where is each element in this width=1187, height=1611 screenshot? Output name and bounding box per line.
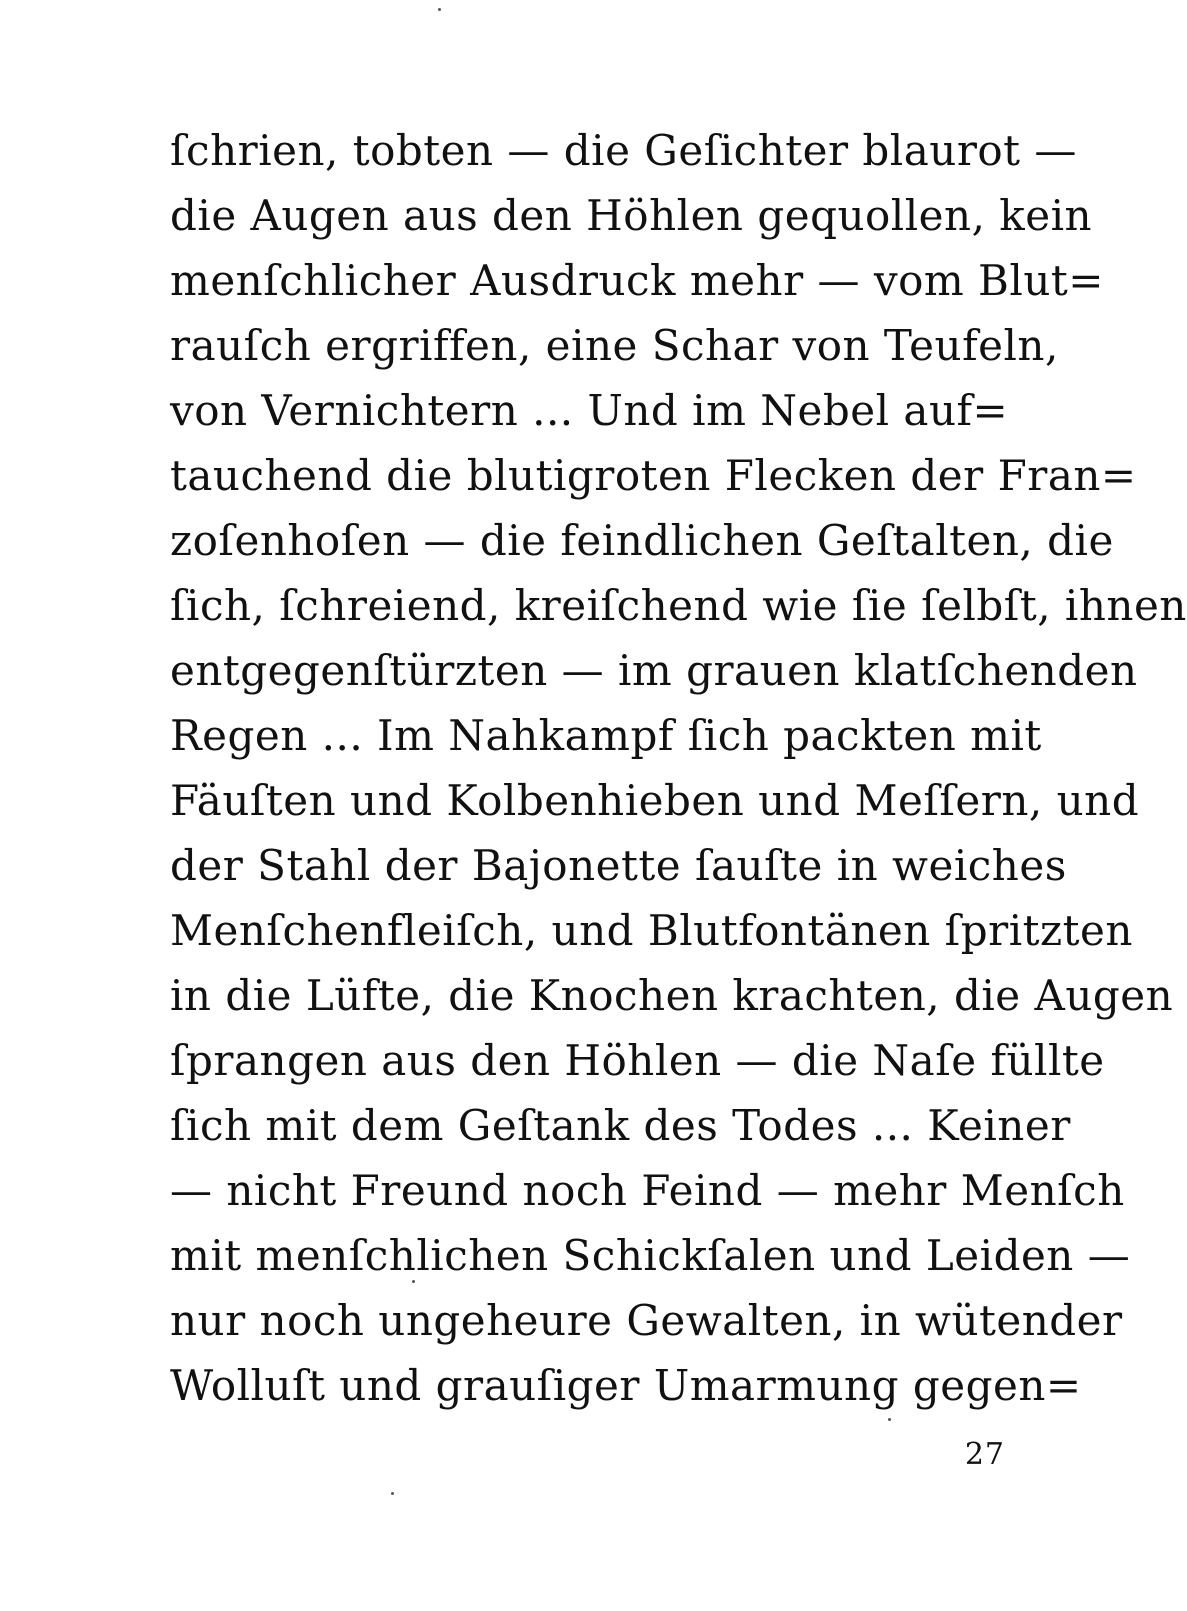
text-line: der Stahl der Bajonette ſauſte in weiches — [170, 841, 1067, 890]
scan-speck — [888, 1418, 891, 1421]
scan-speck — [412, 1280, 415, 1283]
text-line: — nicht Freund noch Feind — mehr Menſch — [170, 1166, 1125, 1215]
text-line: ſich, ſchreiend, kreiſchend wie ſie ſelbſt, ihnen — [170, 581, 1187, 630]
scan-speck — [391, 1492, 394, 1495]
text-line: in die Lüfte, die Knochen krachten, die Augen — [170, 971, 1174, 1020]
text-line: ſich mit dem Geſtank des Todes ... Keiner — [170, 1101, 1071, 1150]
text-line: zoſenhoſen — die feindlichen Geſtalten, die — [170, 516, 1114, 565]
text-line: die Augen aus den Höhlen gequollen, kein — [170, 191, 1093, 240]
text-line: mit menſchlichen Schickſalen und Leiden — — [170, 1231, 1131, 1280]
text-line: ſprangen aus den Höhlen — die Naſe füllte — [170, 1036, 1105, 1085]
text-line: Regen ... Im Nahkampf ſich packten mit — [170, 711, 1042, 760]
page-number: 27 — [964, 1437, 1005, 1472]
text-line: ſchrien, tobten — die Geſichter blaurot — — [170, 126, 1077, 175]
text-line: tauchend die blutigroten Flecken der Fran= — [170, 451, 1137, 500]
body-text — [170, 118, 1187, 1418]
text-line: nur noch ungeheure Gewalten, in wütender — [170, 1296, 1123, 1345]
text-line: Fäuſten und Kolbenhieben und Meſſern, und — [170, 776, 1140, 825]
text-line: von Vernichtern ... Und im Nebel auf= — [170, 386, 1009, 435]
text-line: menſchlicher Ausdruck mehr — vom Blut= — [170, 256, 1104, 305]
text-line: rauſch ergriffen, eine Schar von Teufeln, — [170, 321, 1059, 370]
text-line: Menſchenfleiſch, und Blutfontänen ſpritzten — [170, 906, 1133, 955]
text-line: Wolluſt und grauſiger Umarmung gegen= — [170, 1361, 1082, 1410]
scan-speck — [438, 8, 441, 11]
text-line: entgegenſtürzten — im grauen klatſchenden — [170, 646, 1138, 695]
